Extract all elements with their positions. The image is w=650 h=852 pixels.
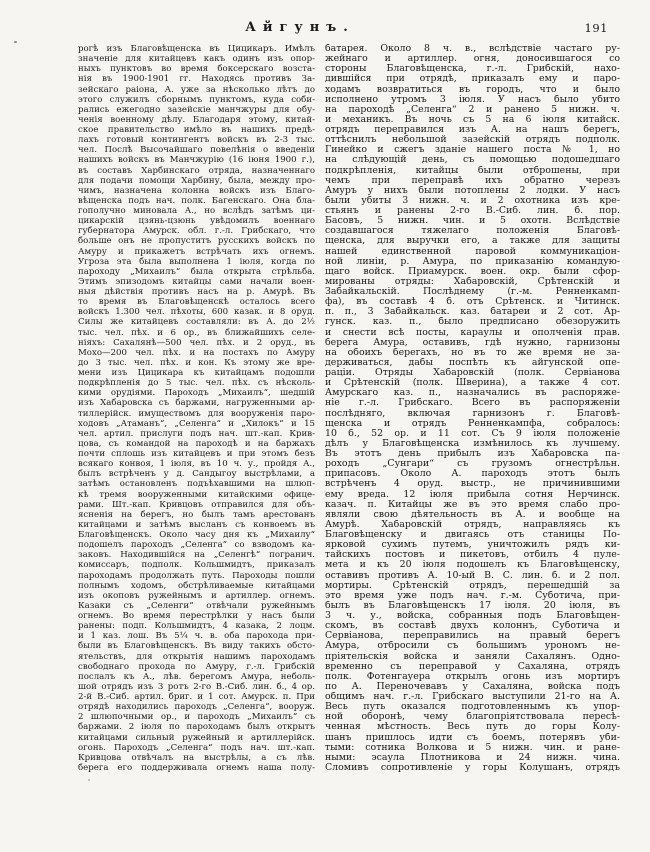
text-line: Этимъ эпизодомъ китайцы сами начали воен- [78,276,315,287]
text-line: ранены: подп. Кольшмидтъ, 4 казака, 2 лоцм. [78,621,315,632]
text-line: п. п., 3 Забайкальск. каз. батареи и 2 сот. Ар- [325,307,620,318]
text-line: зейскаго раіона, А. уже за нѣсколько лѣтъ до [78,84,315,95]
text-line: батарея. Около 8 ч. в., вслѣдствіе частаго ру- [325,44,620,54]
text-line: стороны Благовѣщенска, г.-л. Грибскій, нахо- [325,64,620,75]
text-line: подошелъ пароходъ „Селенга“ со взводомъ ка- [78,540,315,551]
text-line: рогѣ изъ Благовѣщенска въ Цицикаръ. Имѣлъ [78,44,315,54]
text-line: на обоихъ берегахъ, но въ то же время не за- [325,347,620,358]
text-line: щенска, для выручки его, а также для защиты [325,236,620,247]
text-line: роходъ „Сунгари“ съ грузомъ огнестрѣльн. [325,459,620,470]
text-line: нашей единственной паровой коммуникаціон- [325,246,620,257]
text-line: ной линіи, р. Амура, по приказанію командую- [325,256,620,267]
text-line: на пароходѣ „Селенга“ 2 и ранено 5 нижн. ч. [325,104,620,115]
text-line: Въ этотъ день прибылъ изъ Хабаровска па- [325,449,620,459]
text-line: Сервіанова, переправились на правый берегъ [325,631,620,642]
text-line: фа), въ составѣ 4 б. отъ Срѣтенск. и Читинск. [325,297,620,308]
text-line: лахъ готовый контингентъ войскъ въ 2-3 тыс. [78,135,315,146]
text-line: скомъ, въ составѣ двухъ колоннъ, Суботича и [325,621,620,632]
text-line: тиллерійск. имуществомъ для вооруженія паро- [78,408,315,419]
text-line: китайцами и затѣмъ высланъ съ конвоемъ въ [78,519,315,530]
text-line: Мохо—200 чел. пѣх. и на постахъ по Амуру [78,347,315,358]
text-line: Амурѣ. Хабаровскій отрядъ, направляясь къ [325,519,620,530]
text-line: дѣлъ у Благовѣщенска измѣнилось къ лучшему. [325,438,620,449]
text-line: стьянъ и ранены 2-го В.-Сиб. лин. б. пор. [325,206,620,216]
text-line: нія въ 1900-1901 гг. Находясь противъ За- [78,74,315,85]
text-line: подкрѣпленія до 5 тыс. чел. пѣх. съ нѣсколь- [78,378,315,389]
right-text-column [325,44,620,773]
text-line: это время уже подъ нач. г.-м. Суботича, при- [325,590,620,601]
text-line: кѣ тремя вооруженными китайскими офице- [78,489,315,500]
text-line: въ составъ Харбинскаго отряда, назначеннаго [78,165,315,176]
text-line: 10 б., 52 ор. и 11 сот. Съ 9 іюля положеніе [325,428,620,439]
text-line: Гинейко и сжегъ зданіе нашего поста № 1, но [325,145,620,156]
text-line: чимъ, назначена колонна войскъ изъ Благо- [78,185,315,196]
text-line: Амурскаго каз. п., назначались въ распоряже- [325,388,620,399]
text-line: были въ Благовѣщенскъ. Въ виду такихъ обсто- [78,641,315,652]
text-line: пароходамъ продолжать путь. Пароходы пошли [78,570,315,581]
text-line: и 1 каз. лош. Въ 5¼ ч. в. оба парохода при- [78,631,315,642]
text-line: мета и къ 20 іюля подошелъ къ Благовѣщенску, [325,560,620,571]
text-line: держиваться, дабы поспѣть къ айгунской опе- [325,357,620,368]
left-text-column [78,44,315,773]
text-line: вѣщенска подъ нач. полк. Багенскаго. Она бла- [78,195,315,206]
text-line: общимъ нач. г.-л. Грибскаго выступили 21-го на А. [325,692,620,702]
text-line: оставивъ противъ А. 10-ый В. С. лин. б. и 2 пол. [325,570,620,581]
text-line: припасовъ. Около А. пароходъ этотъ былъ [325,469,620,480]
text-line: по А. Переночевавъ у Сахаляна, войска подъ [325,681,620,692]
text-line: рами. Шт.-кап. Кривцовъ отправился для объ- [78,499,315,510]
text-line: всякаго конвоя, 1 іюля, въ 10 ч. у., пройдя А., [78,459,315,470]
text-line: ское правительство имѣло въ нашихъ предѣ- [78,125,315,135]
text-line: Кривцова отвѣчалъ на выстрѣлы, а съ лѣв. [78,752,315,763]
text-line: казач. п. Китайцы же въ это время слабо про- [325,499,620,510]
text-line: значеніе для китайцевъ какъ одинъ изъ опор- [78,54,315,65]
text-line: шой отрядъ изъ 3 ротъ 2-го В.-Сиб. лин. б., 4 ор. [78,681,315,692]
text-line: Сломивъ сопротивленіе у горы Колушанъ, отрядъ [325,762,620,773]
text-line: нашихъ войскъ въ Манчжурію (16 іюня 1900 г.), [78,155,315,166]
text-line: чемъ при переправѣ ихъ обратно черезъ [325,175,620,186]
text-line: и Срѣтенскій (полк. Шверина), а также 4 сот. [325,378,620,389]
text-line: ему вреда. 12 іюля прибыла сотня Нерчинск. [325,489,620,500]
text-line: временно съ переправой у Сахаляна, отрядъ [325,661,620,672]
text-line: послѣдняго, включая гарнизонъ г. Благовѣ- [325,408,620,419]
text-line: гополучно миновала А., но вслѣдъ затѣмъ ци- [78,206,315,216]
text-line: чел. артил. прислуги подъ нач. шт.-кап. Крив- [78,428,315,439]
text-line: затѣмъ остановленъ подъѣхавшими на шлюп- [78,479,315,490]
text-line: войскъ 1.300 чел. пѣхоты, 600 казак. и 8 оруд. [78,307,315,318]
scan-speck [14,41,17,43]
text-line: былъ встрѣченъ у д. Сандыгоу выстрѣлами, а [78,469,315,480]
text-line: цова, съ командой на пароходѣ и на баржахъ [78,438,315,449]
text-line: изъ Хабаровска съ баржами, нагруженными ар- [78,398,315,409]
text-line: огнемъ. Во время перестрѣлки у насъ были [78,611,315,621]
text-line: Амуръ у нихъ были потоплены 2 лодки. У насъ [325,185,620,196]
text-line: шанъ пришлось идти съ боемъ, потерявъ уби- [325,732,620,743]
text-line: былъ въ Благовѣщенскъ 17 іюля. 20 іюля, въ [325,600,620,611]
text-line: мени изъ Цицикара къ китайцамъ подошли [78,368,315,378]
text-line: создавшагося тяжелаго положенія Благовѣ- [325,226,620,237]
text-line: полнымъ ходомъ, обстрѣливаемые китайцами [78,580,315,591]
text-line: отрядѣ находились пароходъ „Селенга“, вооруж. [78,702,315,713]
text-line: щенска и отрядъ Ренненкампфа, собралось: [325,418,620,429]
text-line: ярковой сухимъ путемъ, уничтожилъ рядъ ки- [325,540,620,551]
text-line: оттѣснилъ небольшой зазейскій отрядъ подполк. [325,135,620,146]
text-line: полк. Фотенгауера открылъ огонь изъ мортиръ [325,671,620,682]
text-line: цикарскій цзянь-цзюнь увѣдомилъ военнаго [78,216,315,227]
text-line: огонь. Пароходъ „Селенга“ подъ нач. шт.-кап. [78,742,315,753]
text-line: раціи. Отряды Хабаровскій (полк. Сервіанова [325,368,620,378]
text-line: мированы отряды: Хабаровскій, Срѣтенскій и [325,276,620,287]
text-line: тыс. чел. пѣх. и 6 ор., въ ближайшихъ селе- [78,327,315,338]
text-line: дившійся при отрядѣ, приказалъ ему и паро- [325,74,620,85]
text-line: этого служилъ сборнымъ пунктомъ, куда соби- [78,94,315,105]
text-line: ченная мѣстность. Весь путь до горы Колу- [325,722,620,733]
text-line: Весь путь оказался подготовленнымъ къ упор- [325,702,620,713]
text-line: являли свою дѣятельность въ А. и вообще на [325,509,620,520]
text-line: китайцами сильный ружейный и артиллерійск. [78,732,315,743]
text-line: берега Амура, оставивъ, гдѣ нужно, гарнизоны [325,337,620,348]
text-line: Басовъ, 5 нижн. чин. и 5 охотн. Вслѣдствіе [325,216,620,227]
text-line: были убиты 3 нижн. ч. и 2 охотника изъ кре- [325,195,620,206]
text-line: Казаки съ „Селенги“ отвѣчали ружейнымъ [78,600,315,611]
text-line: рались ежегодно зазейскіе манчжуры для обу- [78,104,315,115]
text-line: и механикъ. Въ ночь съ 5 на 6 іюля китайск. [325,114,620,125]
text-line: изъ окоповъ ружейнымъ и артиллер. огнемъ. [78,590,315,601]
text-line: Благовѣщенску и двигаясь отъ станицы По- [325,530,620,540]
text-line: щаго войск. Приамурск. воен. окр. были сфор- [325,266,620,277]
text-line: ясненія на берегъ, но былъ тамъ арестованъ [78,509,315,520]
text-line: пароходу „Михаилъ“ была открыта стрѣльба. [78,266,315,277]
text-line: чел. Послѣ Высочайшаго повелѣнія о введеніи [78,145,315,156]
text-line: то время въ Благовѣщенскѣ осталось всего [78,297,315,308]
running-head-title: Айгунъ. [245,20,355,35]
text-line: ятельствъ, для открытія нашимъ пароходамъ [78,651,315,662]
text-line: тайскихъ постовъ и пикетовъ, отбилъ 4 пуле- [325,550,620,561]
text-line: подкрѣпленія, китайцы были отброшены, при [325,165,620,176]
text-line: пріятельскія войска и заняли Сахалянъ. Одно- [325,651,620,662]
text-line: на слѣдующій день, съ помощью подошедшаго [325,155,620,166]
scan-speck [88,779,90,781]
text-line: кими орудіями. Пароходъ „Михаилъ“, шедшій [78,388,315,399]
text-line: почти сплошь изъ китайцевъ и при этомъ безъ [78,449,315,459]
text-line: ной оборонѣ, чему благопріятствовала пересѣ- [325,712,620,723]
text-line: ходамъ возвратиться въ городъ, что и было [325,84,620,95]
text-line: 2 шлюпочными ор., и пароходъ „Михаилъ“ съ [78,712,315,723]
text-line: Амура, отбросили съ большимъ урономъ не- [325,641,620,652]
text-line: Благовѣщенскъ. Около часу дня къ „Михаилу“ [78,530,315,540]
text-line: ныхъ пунктовъ во время боксерскаго возста- [78,64,315,75]
text-line: исполнено утромъ 3 іюля. У насъ было убито [325,94,620,105]
text-line: свободнаго прохода по Амуру, г.-л. Грибскій [78,661,315,672]
text-line: больше онъ не пропуститъ русскихъ войскъ по [78,236,315,247]
text-line: гунск. каз. п., было предписано обезоружить [325,317,620,328]
text-line: послалъ къ А., лѣв. берегомъ Амура, неболь- [78,671,315,682]
text-line: губернатора Амурск. обл. г.-л. Грибскаго, что [78,226,315,237]
text-line: отрядъ переправился изъ А. на нашъ берегъ, [325,125,620,135]
text-line: ніе г.-л. Грибскаго. Всего въ распоряженіи [325,398,620,409]
text-line: ходовъ „Атаманъ“, „Селенга“ и „Хилокъ“ и 15 [78,418,315,429]
text-line: мортиры. Срѣтенскій отрядъ, перешедшій за [325,580,620,591]
text-line: комиссаръ, подполк. Кольшмидтъ, приказалъ [78,560,315,571]
text-columns [78,44,620,773]
text-line: для подачи помощи Харбину, была, между про- [78,175,315,186]
text-line: Забайкальскій. Послѣднему (г.-м. Ренненкамп- [325,287,620,297]
text-line: ныя дѣйствія противъ насъ на р. Амурѣ. Въ [78,287,315,297]
text-line: до 3 тыс. чел. пѣх. и кон. Къ этому же вре- [78,357,315,368]
text-line: ченія военному дѣлу. Благодаря этому, китай- [78,114,315,125]
text-line: и снести всѣ посты, караулы и ополченія прав. [325,327,620,338]
text-line: 3 ч. у., войска, собранныя подъ Благовѣщен- [325,611,620,621]
page-header [40,20,620,38]
text-line: Силы же китайцевъ составляли: въ А. до 2½ [78,317,315,328]
text-line: заковъ. Находившійся на „Селенгѣ“ погранич. [78,550,315,561]
text-line: тыми: сотника Волкова и 5 нижн. чин. и ране- [325,742,620,753]
text-line: Угроза эта была выполнена 1 іюля, когда по [78,256,315,267]
text-line: 2-й В.-Сиб. артил. бриг. и 1 сот. Амурск. п. При [78,692,315,702]
text-line: ными: эсаула Плотникова и 24 нижн. чина. [325,752,620,763]
page-number: 191 [584,21,608,35]
text-line: берега его поддерживала огнемъ наша полу- [78,762,315,773]
text-line: баржами. 2 іюля по пароходамъ былъ открытъ [78,722,315,733]
text-line: жейнаго и артиллер. огня, доносившагося со [325,54,620,65]
text-line: встрѣченъ 4 оруд. выстр., не причинившими [325,479,620,490]
text-line: ніяхъ: Сахалянѣ—500 чел. пѣх. и 2 оруд., въ [78,337,315,348]
text-line: Амуру и прикажетъ встрѣчать ихъ огнемъ. [78,246,315,257]
